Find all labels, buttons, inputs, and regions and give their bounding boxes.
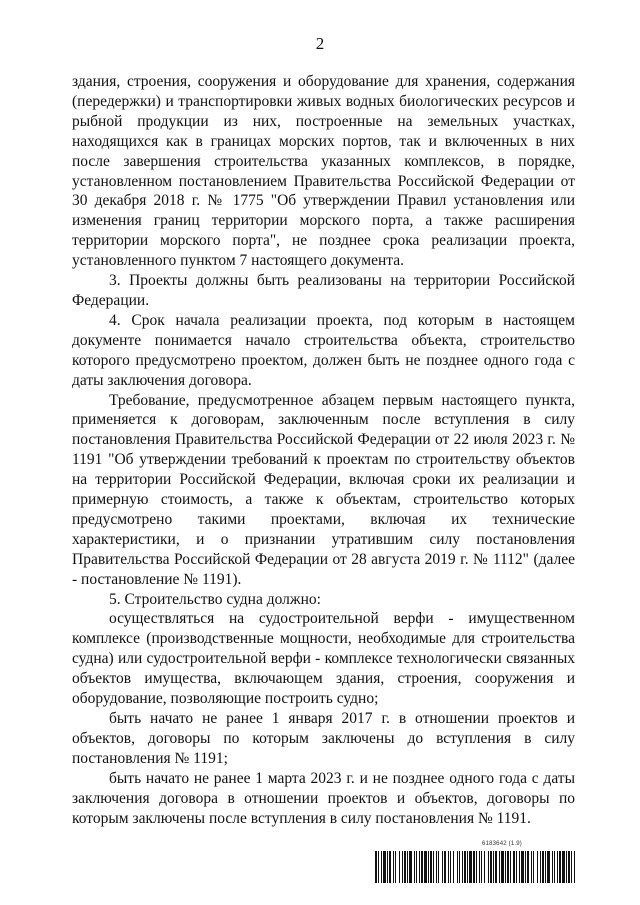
barcode (375, 851, 577, 883)
paragraph-2: 3. Проекты должны быть реализованы на территории Российской Федерации. (72, 272, 575, 309)
paragraph-5: 5. Строительство судна должно: (109, 590, 321, 608)
paragraph-3: 4. Срок начала реализации проекта, под которым в настоящем документе понимается начало строительства объекта, строительство которого предусмотрено проектом, должен быть не позднее одного года с даты заключения договора. (72, 311, 575, 389)
paragraph-1: здания, строения, сооружения и оборудование для хранения, содержания (передержки) и транспортировки живых водных биологических ресурсов и рыбной продукции из них, построенные на земельных участках, находящихся как в границах морских портов, так и включенных в них после завершения строительства указанных комплексов, в порядке, установленном постановлением Правительства Российской Федерации от 30 декабря 2018 г. № 1775 "Об утверждении Правил установления или изменения границ территории морского порта, а также расширения территории морского порта", не позднее срока реализации проекта, установленного пунктом 7 настоящего документа. (72, 73, 575, 270)
paragraph-8: быть начато не ранее 1 марта 2023 г. и не позднее одного года с даты заключения договора в отношении проектов и объектов, договоры по которым заключены после вступления в силу постановления № 1191. (72, 769, 575, 827)
document-body (72, 72, 575, 828)
paragraph-7: быть начато не ранее 1 января 2017 г. в отношении проектов и объектов, договоры по которым заключены до вступления в силу постановления № 1191; (72, 710, 575, 767)
paragraph-6: осуществляться на судостроительной верфи - имущественном комплексе (производственные мощности, необходимые для строительства судна) или судостроительной верфи - комплексе технологически связанных объектов имущества, включающем здания, строения, сооружения и оборудование, позволяющие построить судно; (72, 610, 575, 708)
document-code: 6183642 (1.9) (482, 841, 522, 847)
paragraph-4: Требование, предусмотренное абзацем первым настоящего пункта, применяется к договорам, заключенным после вступления в силу постановления Правительства Российской Федерации от 22 июля 2023 г. № 1191 "Об утверждении требований к проектам по строительству объектов на территории Российской Федерации, включая сроки их реализации и примерную стоимость, а также к объектам, строительство которых предусмотрено такими проектами, включая их технические характеристики, и о признании утратившим силу постановления Правительства Российской Федерации от 28 августа 2019 г. № 1112" (далее - постановление № 1191). (72, 391, 575, 588)
barcode-bar (574, 851, 575, 883)
page-number: 2 (315, 34, 325, 53)
